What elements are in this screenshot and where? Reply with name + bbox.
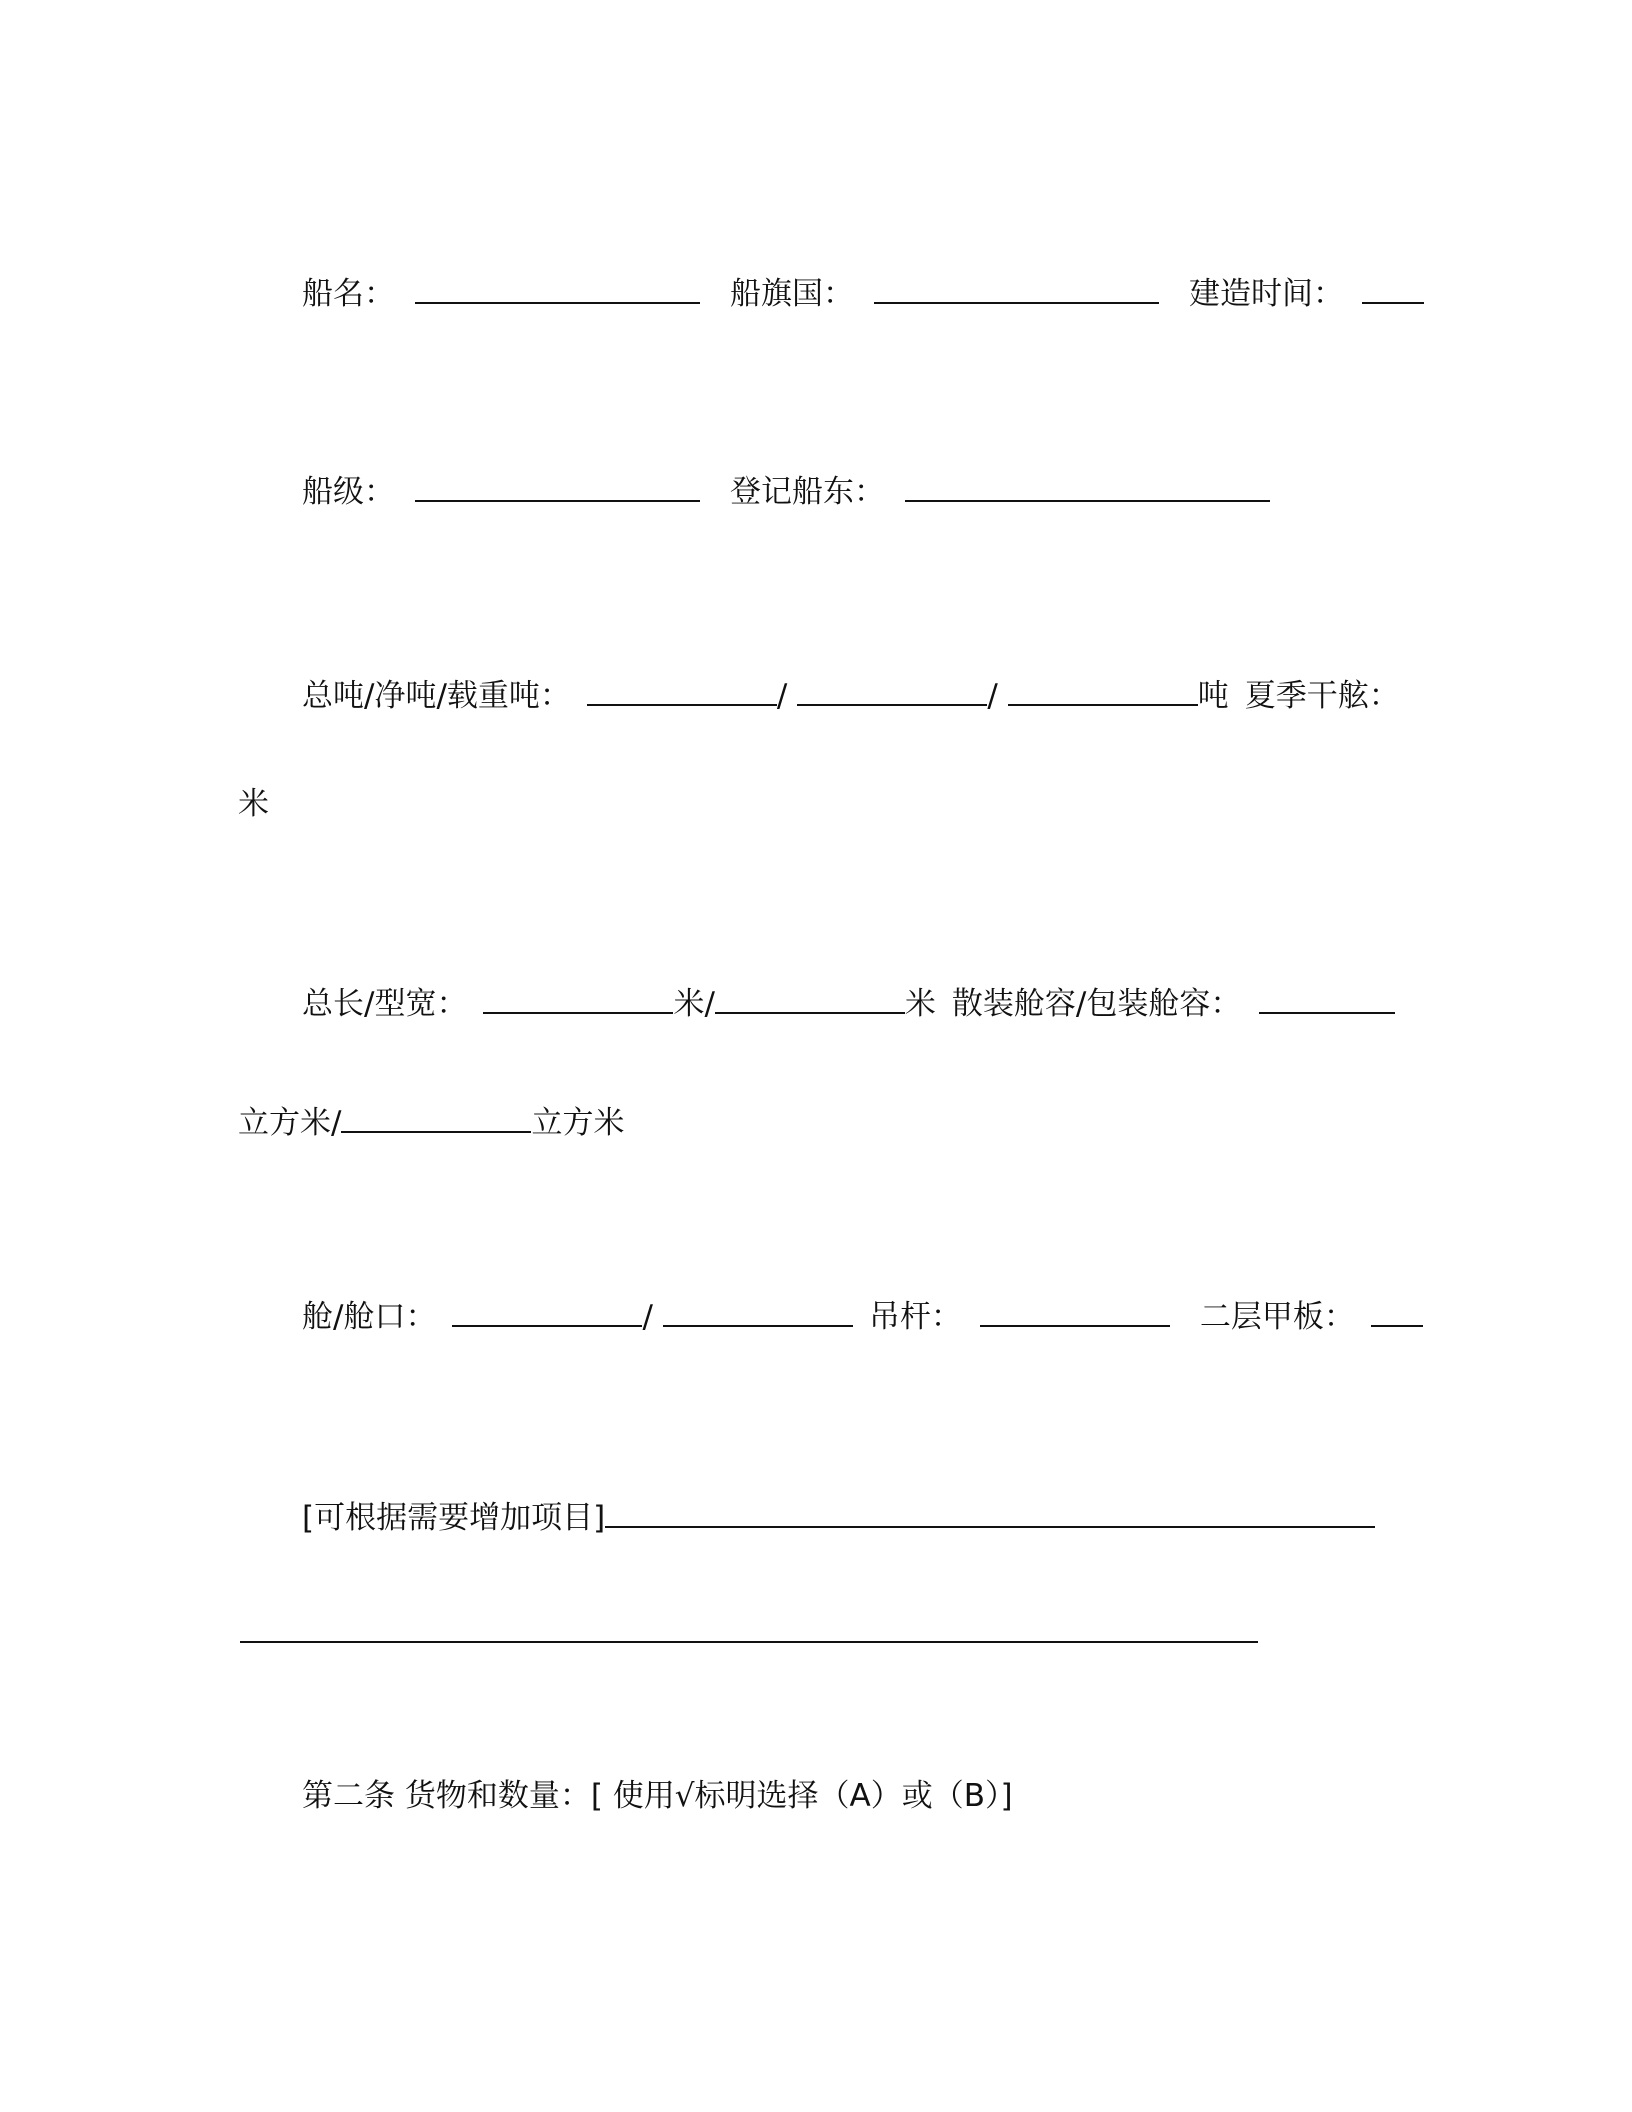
meter-unit: 米	[904, 986, 936, 1022]
tonnage-separator: /	[776, 678, 788, 714]
gross-tonnage-field[interactable]	[587, 676, 777, 706]
built-label: 建造时间：	[1189, 276, 1344, 312]
class-label: 船级：	[302, 474, 395, 510]
meter-unit: 米	[238, 786, 269, 822]
class-field[interactable]	[415, 472, 700, 502]
hatches-field[interactable]	[663, 1297, 853, 1327]
ship-name-field[interactable]	[415, 274, 700, 304]
row-dimensions	[302, 984, 1395, 1024]
cbm-unit: 立方米	[531, 1105, 625, 1141]
beam-field[interactable]	[715, 984, 905, 1014]
hold-label: 舱/舱口：	[302, 1299, 437, 1335]
row-freeboard-unit	[238, 784, 269, 824]
built-field[interactable]	[1362, 274, 1424, 304]
freeboard-label: 夏季干舷：	[1244, 678, 1400, 714]
capacity-label: 散装舱容/包装舱容：	[951, 986, 1242, 1022]
owner-field[interactable]	[905, 472, 1270, 502]
row-capacity-units	[238, 1103, 624, 1143]
derrick-field[interactable]	[980, 1297, 1170, 1327]
holds-field[interactable]	[452, 1297, 642, 1327]
extra-items-field-continued[interactable]	[240, 1641, 1258, 1643]
extra-items-label: [可根据需要增加项目]	[302, 1500, 606, 1536]
derrick-label: 吊杆：	[868, 1299, 962, 1335]
tweendeck-field[interactable]	[1371, 1297, 1423, 1327]
row-ship-class	[302, 472, 1270, 512]
bale-capacity-field[interactable]	[1259, 984, 1395, 1014]
hold-separator: /	[642, 1299, 653, 1335]
clause-2-heading	[302, 1776, 1013, 1816]
row-ship-name	[302, 274, 1424, 314]
length-beam-label: 总长/型宽：	[302, 986, 468, 1022]
bale-capacity-field-2[interactable]	[341, 1103, 531, 1133]
flag-field[interactable]	[874, 274, 1159, 304]
extra-items-field[interactable]	[605, 1498, 1375, 1528]
tonnage-separator: /	[987, 678, 998, 714]
deadweight-field[interactable]	[1008, 676, 1198, 706]
net-tonnage-field[interactable]	[797, 676, 987, 706]
flag-label: 船旗国：	[730, 276, 854, 312]
row-extra	[302, 1498, 1375, 1538]
row-tonnage	[302, 676, 1400, 716]
row-holds	[302, 1297, 1423, 1337]
ship-name-label: 船名：	[302, 276, 395, 312]
ton-unit: 吨	[1197, 678, 1229, 714]
cbm-unit: 立方米/	[238, 1105, 342, 1141]
tonnage-label: 总吨/净吨/载重吨：	[302, 678, 571, 714]
clause-2-text: 第二条 货物和数量：[ 使用√标明选择（A）或（B）]	[302, 1778, 1013, 1814]
meter-unit: 米/	[673, 986, 715, 1022]
length-field[interactable]	[483, 984, 673, 1014]
tweendeck-label: 二层甲板：	[1199, 1299, 1355, 1335]
owner-label: 登记船东：	[730, 474, 885, 510]
